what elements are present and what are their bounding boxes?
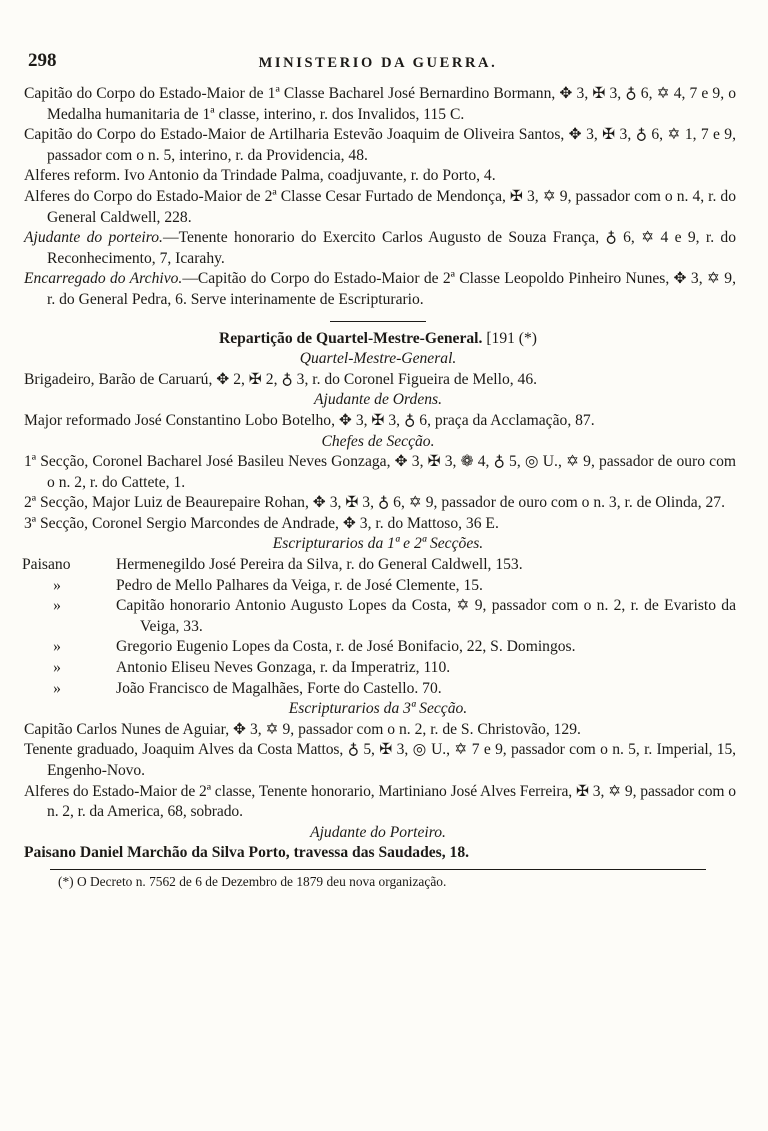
role-label: Ajudante do porteiro. [24,229,163,247]
subheading-quartel-mestre: Quartel-Mestre-General. [299,350,457,368]
staff-entry-alves-ferreira: Alferes do Estado-Maior de 2ª classe, Tenente honorario, Martiniano José Alves Ferreira, ✠ 3, ✡ 9, passador com o n. 2, r. da America, 68, sobrado. [24,782,736,821]
roster-row [20,555,736,576]
staff-entry-caruaru: Brigadeiro, Barão de Caruarú, ✥ 2, ✠ 2, ♁ 3, r. do Coronel Figueira de Mello, 46. [24,370,538,388]
roster-text: Pedro de Mello Palhares da Veiga, r. de José Clemente, 15. [116,576,483,594]
roster-text: Antonio Eliseu Neves Gonzaga, r. da Imperatriz, 110. [116,659,451,677]
roster-text: Capitão honorario Antonio Augusto Lopes da Costa, ✡ 9, passador com o n. 2, r. de Evaristo da Veiga, 33. [116,597,736,635]
roster-row [20,637,736,658]
roster-text: Gregorio Eugenio Lopes da Costa, r. de José Bonifacio, 22, S. Domingos. [116,638,576,656]
staff-entry-bormann: Capitão do Corpo do Estado-Maior de 1ª Classe Bacharel José Bernardino Bormann, ✥ 3, ✠ 3, ♁ 6, ✡ 4, 7 e 9, o Medalha humanitaria de 1ª classe, interino, r. dos Invalidos, 115 C. [24,85,736,123]
section-divider [330,321,426,322]
roster-label: Paisano [22,556,71,574]
role-label: Encarregado do Archivo. [24,270,183,288]
section-title-text: Repartição de Quartel-Mestre-General. [219,329,483,347]
roster-text: João Francisco de Magalhães, Forte do Castello. 70. [116,679,442,697]
page-header [20,44,736,84]
section-note: [191 (*) [486,329,537,347]
roster-row [20,679,736,700]
staff-entry-trindade-palma: Alferes reform. Ivo Antonio da Trindade Palma, coadjuvante, r. do Porto, 4. [24,167,496,185]
staff-entry-costa-mattos: Tenente graduado, Joaquim Alves da Costa Mattos, ♁ 5, ✠ 3, ◎ U., ✡ 7 e 9, passador com o n. 5, r. Imperial, 15, Engenho-Novo. [24,741,736,779]
entry-text: —Capitão do Corpo do Estado-Maior de 2ª Classe Leopoldo Pinheiro Nunes, ✥ 3, ✡ 9, r. do General Pedra, 6. Serve interinamente de Escripturario. [47,270,736,308]
section-title [20,329,736,350]
footnote: (*) O Decreto n. 7562 de 6 de Dezembro de 1879 deu nova organização. [58,873,447,889]
subheading-escripturarios-1-2: Escripturarios da 1ª e 2ª Secções. [272,535,484,553]
staff-entry-1a-seccao: 1ª Secção, Coronel Bacharel José Basileu Neves Gonzaga, ✥ 3, ✠ 3, ❁ 4, ♁ 5, ◎ U., ✡ 9, passador de ouro com o n. 2, r. do Cattete, 1. [24,453,736,491]
ditto-mark: » [53,597,61,615]
subheading-ajudante-porteiro: Ajudante do Porteiro. [310,823,446,841]
ditto-mark: » [53,638,61,656]
subheading-chefes-seccao: Chefes de Secção. [321,432,435,450]
ditto-mark: » [53,679,61,697]
staff-entry-3a-seccao: 3ª Secção, Coronel Sergio Marcondes de Andrade, ✥ 3, r. do Mattoso, 36 E. [24,514,499,532]
staff-entry-botelho: Major reformado José Constantino Lobo Botelho, ✥ 3, ✠ 3, ♁ 6, praça da Acclamação, 87. [24,411,595,429]
subheading-escripturarios-3: Escripturarios da 3ª Secção. [288,700,468,718]
staff-entry-aguiar: Capitão Carlos Nunes de Aguiar, ✥ 3, ✡ 9, passador com o n. 2, r. de S. Christovão, 129. [24,720,581,738]
subheading-ajudante-ordens: Ajudante de Ordens. [313,391,443,409]
staff-entry-encarregado-archivo [20,269,736,310]
page-number: 298 [28,50,57,71]
roster-row [20,658,736,679]
staff-entry-2a-seccao: 2ª Secção, Major Luiz de Beaurepaire Rohan, ✥ 3, ✠ 3, ♁ 6, ✡ 9, passador de ouro com o n. 3, r. de Olinda, 27. [24,494,726,512]
running-title: MINISTERIO DA GUERRA. [258,55,498,71]
entry-text: —Tenente honorario do Exercito Carlos Augusto de Souza França, ♁ 6, ✡ 4 e 9, r. do Reconhecimento, 7, Icarahy. [47,229,737,267]
escripturarios-roster [20,555,736,699]
document-page [20,0,736,893]
staff-entry-ajudante-porteiro [20,228,736,269]
roster-text: Hermenegildo José Pereira da Silva, r. do General Caldwell, 153. [116,556,523,574]
staff-entry-mendonca: Alferes do Corpo do Estado-Maior de 2ª Classe Cesar Furtado de Mendonça, ✠ 3, ✡ 9, passador com o n. 4, r. do General Caldwell, 228. [24,187,736,226]
staff-entry-oliveira-santos: Capitão do Corpo do Estado-Maior de Artilharia Estevão Joaquim de Oliveira Santos, ✥ 3, ✠ 3, ♁ 6, ✡ 1, 7 e 9, passador com o n. 5, interino, r. da Providencia, 48. [24,126,736,164]
ditto-mark: » [53,659,61,677]
staff-entry-marchao: Paisano Daniel Marchão da Silva Porto, travessa das Saudades, 18. [24,844,470,862]
roster-row [20,596,736,637]
roster-row [20,576,736,597]
footnote-divider [50,869,706,870]
ditto-mark: » [53,576,61,594]
